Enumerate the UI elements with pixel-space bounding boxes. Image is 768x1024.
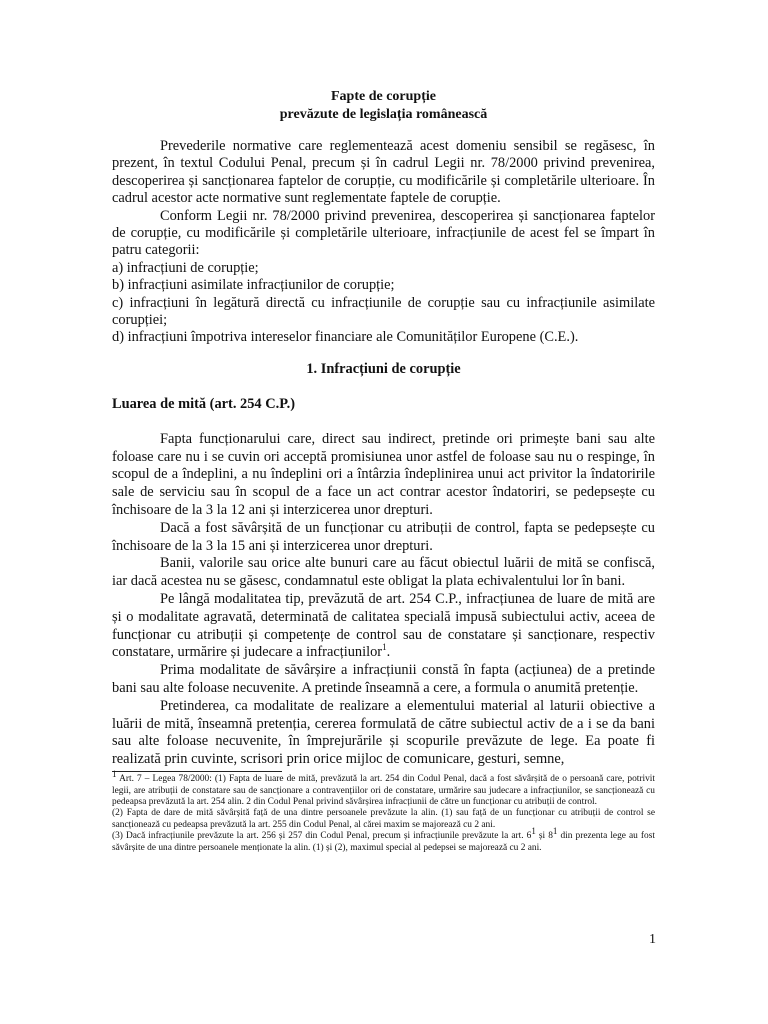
body-paragraph: Banii, valorile sau orice alte bunuri care au făcut obiectul luării de mită se confiscă, iar dacă acestea nu se găsesc, condamnatul este obligat la plata echivalentului lor în bani. bbox=[112, 555, 655, 590]
footnote-text bbox=[112, 769, 656, 808]
body-paragraph: Pe lângă modalitatea tip, prevăzută de art. 254 C.P., infracțiunea de luare de mită are și o modalitate agravată, determinată de calitatea specială impusă subiectului activ, aceea de funcționar cu atribuții și competențe de control sau de constatare și sancționare, respectiv constatare, urmărire și judecare a infracțiunilor$^1$. bbox=[112, 591, 655, 661]
footnote-text bbox=[112, 826, 655, 854]
footnote-body: și 8 bbox=[535, 831, 553, 842]
body-paragraph: Dacă a fost săvârșită de un funcționar cu atribuții de control, fapta se pedepsește cu închisoare de la 3 la 15 ani și interzicerea unor drepturi. bbox=[112, 519, 655, 554]
section-body bbox=[112, 431, 655, 769]
footnote-superscript: 1 bbox=[531, 826, 536, 837]
footnote-body: din prezenta lege au fost săvârșite de una dintre persoanele menționate la alin. (1) și (2), maximul special al pedepsei se majorează cu 2 ani. bbox=[112, 831, 655, 853]
footnote-number: 1 bbox=[112, 769, 117, 780]
intro-paragraph: Prevederile normative care reglementează acest domeniu sensibil se regăsesc, în prezent, în textul Codului Penal, precum și în cadrul Legii nr. 78/2000 privind prevenirea, descoperirea și sancționarea faptelor de corupție, cu modificările și completările ulterioare. În cadrul acestor acte normative sunt reglementate faptele de corupție. bbox=[112, 138, 655, 207]
subsection-heading: Luarea de mită (art. 254 C.P.) bbox=[112, 395, 296, 412]
body-paragraph: Prima modalitate de săvârșire a infracțiunii constă în fapta (acțiunea) de a pretinde bani sau alte foloase necuvenite. A pretinde înseamnă a cere, a formula o anumită pretenție. bbox=[112, 662, 655, 697]
section-heading: 1. Infracțiuni de corupție bbox=[306, 360, 461, 377]
page-content bbox=[112, 88, 655, 854]
document-title bbox=[112, 88, 655, 124]
body-paragraph: Pretinderea, ca modalitate de realizare a elementului material al laturii obiective a luării de mită, înseamnă pretenția, cererea formulată de către subiectul activ de a i se da bani sau alte foloase necuvenite, în împrejurările și scopurile prevăzute de lege. Ea poate fi realizată prin cuvinte, scrisori prin orice mijloc de comunicare, gesturi, semne, bbox=[112, 697, 655, 768]
title-line-1: Fapte de corupție bbox=[331, 89, 436, 104]
intro-paragraph: Conform Legii nr. 78/2000 privind prevenirea, descoperirea și sancționarea faptelor de corupție, cu modificările și completările ulterioare, infracțiunile de acest fel se împart în patru categorii: bbox=[112, 207, 655, 259]
category-item: b) infracțiuni asimilate infracțiunilor de corupție; bbox=[112, 277, 395, 294]
footnote-text: (2) Fapta de dare de mită săvârșită față de una dintre persoanele prevăzute la alin. (1) sau față de un funcționar cu atribuții de control se sancționează cu pedeapsa prevăzută la art. 255 din Codul Penal, al cărei maxim se majorează cu 2 ani. bbox=[112, 808, 655, 830]
footnote-reference[interactable]: 1 bbox=[382, 642, 387, 653]
body-paragraph: Fapta funcționarului care, direct sau indirect, pretinde ori primește bani sau alte foloase care nu i se cuvin ori acceptă promisiunea unor astfel de foloase sau nu o respinge, în scopul de a îndeplini, a nu îndeplini ori a întârzia îndeplinirea unui act privitor la îndatoririle sale de serviciu sau în scopul de a face un act contrar acestor îndatoriri, se pedepsește cu închisoare de la 3 la 12 ani și interzicerea unor drepturi. bbox=[112, 430, 655, 519]
footnote-separator bbox=[112, 771, 282, 772]
footnotes bbox=[112, 769, 656, 854]
body-paragraph-text: Pe lângă modalitatea tip, prevăzută de art. 254 C.P., infracțiunea de luare de mită are și o modalitate agravată, determinată de calitatea specială impusă subiectului activ, aceea de funcționar cu atribuții și competențe de control sau de constatare și sancționare, respectiv constatare, urmărire și judecare a infracțiunilor bbox=[112, 591, 655, 661]
footnote-body: (3) Dacă infracțiunile prevăzute la art. 256 și 257 din Codul Penal, precum și infracțiunile prevăzute la art. 6 bbox=[112, 831, 532, 842]
category-item: a) infracțiuni de corupție; bbox=[112, 259, 259, 276]
footnote-superscript: 1 bbox=[552, 826, 558, 837]
category-item: c) infracțiuni în legătură directă cu infracțiunile de corupție sau cu infracțiunile asimilate corupției; bbox=[112, 294, 655, 329]
category-item: d) infracțiuni împotriva intereselor financiare ale Comunităților Europene (C.E.). bbox=[112, 329, 579, 346]
title-line-2: prevăzute de legislația românească bbox=[279, 107, 488, 122]
footnote-body: Art. 7 – Legea 78/2000: (1) Fapta de luare de mită, prevăzută la art. 254 din Codul Penal, dacă a fost săvârșită de o persoană care, potrivit legii, are atribuții de constatare sau de sancționare a contravențiilor ori de constatare, urmărire sau judecare a infracțiunilor, se sancționează cu pedeapsa prevăzută la art. 254 alin. 2 din Codul Penal privind săvârșirea infracțiunii de către un funcționar cu atribuții de control. bbox=[112, 774, 656, 807]
page-number: 1 bbox=[649, 932, 656, 947]
